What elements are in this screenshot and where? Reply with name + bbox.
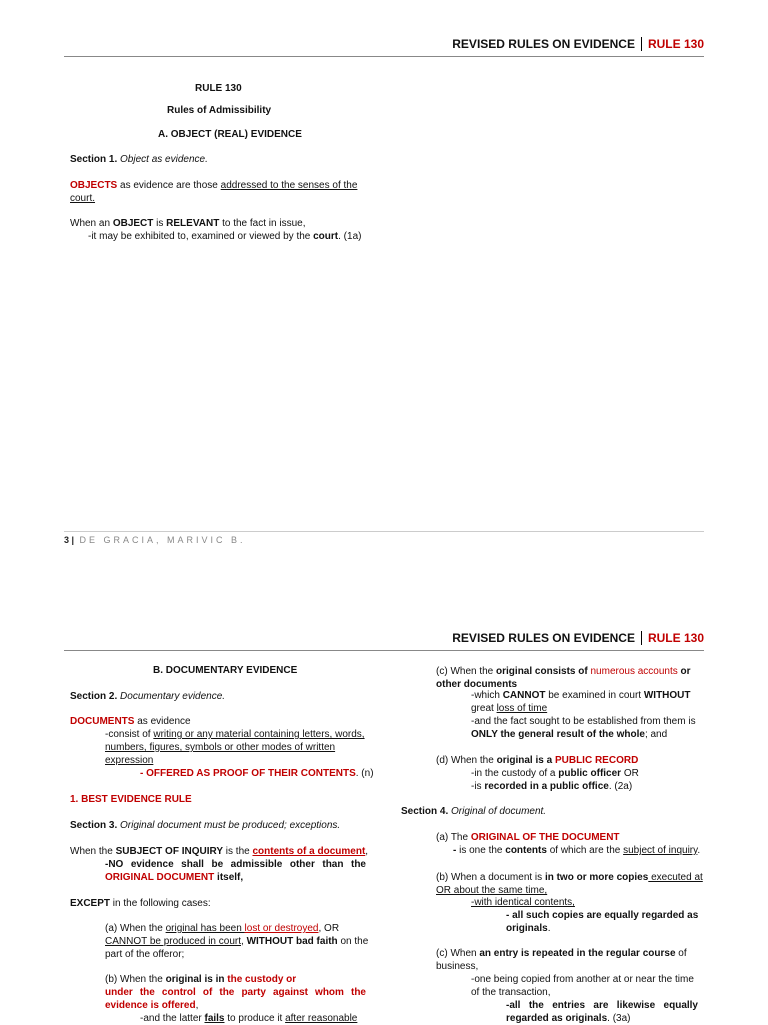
- text: OR: [621, 768, 639, 779]
- keyword: ORIGINAL OF THE DOCUMENT: [470, 832, 620, 843]
- header-rule: RULE 130: [647, 37, 704, 51]
- text: -is: [471, 781, 485, 792]
- keyword: fails: [204, 1013, 225, 1024]
- keyword: regarded as originals: [506, 1013, 608, 1024]
- keyword: court: [313, 231, 339, 242]
- subject-inquiry-line: [70, 845, 368, 858]
- keyword: contents: [505, 845, 547, 856]
- original-c-line-1: [436, 947, 698, 960]
- header-title: REVISED RULES ON EVIDENCE: [452, 37, 642, 51]
- text: When an: [70, 218, 113, 229]
- section-title: Original document must be produced; exceptions.: [120, 820, 341, 831]
- exhibit-line: [88, 230, 361, 243]
- keyword: public officer: [558, 768, 622, 779]
- keyword: original consists of: [496, 666, 591, 677]
- keyword: ONLY the general result of the whole: [471, 729, 645, 740]
- author-name: DE GRACIA, MARIVIC B.: [74, 535, 246, 545]
- keyword: recorded in a public office: [484, 781, 609, 792]
- original-b-line-3: -with identical contents,: [471, 897, 575, 908]
- keyword: WITHOUT: [643, 690, 691, 701]
- header-divider: [64, 56, 704, 57]
- page-header: [452, 627, 704, 649]
- text: (a) When the: [105, 923, 166, 934]
- keyword: EXCEPT: [70, 898, 111, 909]
- keyword: - OFFERED AS PROOF OF THEIR CONTENTS: [140, 768, 356, 779]
- underlined-text: addressed to the senses of the: [220, 180, 358, 191]
- original-c-line-3: -one being copied from another at or near the time: [471, 974, 694, 985]
- page-4: [0, 575, 768, 1024]
- text: . (n): [355, 768, 374, 779]
- text: on the: [337, 936, 369, 947]
- text: When the: [70, 846, 116, 857]
- page-number: 3 |: [64, 535, 75, 545]
- text: (d) When the: [436, 755, 497, 766]
- exception-b-line-1: [105, 973, 296, 986]
- text: , OR: [318, 923, 340, 934]
- original-document-line: [105, 871, 243, 884]
- exception-b-line-4: [140, 1012, 357, 1025]
- keyword: DOCUMENTS: [70, 716, 135, 727]
- original-c-line-6: [506, 1012, 631, 1025]
- exception-a-line-3: part of the offeror;: [105, 949, 185, 960]
- underlined-text: CANNOT be produced in court: [105, 936, 241, 947]
- keyword: RELEVANT: [166, 218, 220, 229]
- exception-d-line-2: [471, 767, 639, 780]
- keyword: numerous accounts: [590, 666, 678, 677]
- text: of: [675, 948, 687, 959]
- exception-a-line-2: [105, 935, 368, 948]
- text: as evidence are those: [117, 180, 221, 191]
- documents-line: [70, 715, 191, 728]
- section-label: Section 2.: [70, 691, 118, 702]
- objects-definition: [70, 179, 366, 192]
- header-title: REVISED RULES ON EVIDENCE: [452, 631, 642, 645]
- keyword: CANNOT: [502, 690, 546, 701]
- original-b-line-2: OR about the same time,: [436, 885, 548, 896]
- page-footer: [64, 535, 246, 545]
- underlined-text: loss of time: [496, 703, 548, 714]
- section-title: Original of document.: [451, 806, 547, 817]
- exception-c-line-3: [471, 689, 698, 702]
- section-title: Documentary evidence.: [120, 691, 226, 702]
- original-b-line-5: [506, 922, 550, 935]
- relevance-line: [70, 217, 305, 230]
- header-rule: RULE 130: [647, 631, 704, 645]
- text: great: [471, 703, 497, 714]
- underlined-text: original has been: [165, 923, 245, 934]
- original-c-line-5: -all the entries are likewise equally: [506, 1000, 698, 1011]
- section-1-heading: [70, 153, 208, 166]
- text: -: [453, 845, 460, 856]
- original-c-line-4: of the transaction,: [471, 987, 551, 998]
- consist-line-2: numbers, figures, symbols or other modes of written: [105, 742, 336, 753]
- except-line: [70, 897, 211, 910]
- footer-divider: [64, 531, 704, 532]
- consist-line: [105, 728, 366, 741]
- rule-heading: RULE 130: [195, 83, 242, 94]
- section-b-heading: B. DOCUMENTARY EVIDENCE: [153, 665, 298, 676]
- consist-line-3: expression: [105, 755, 154, 766]
- text: -in the custody of a: [471, 768, 559, 779]
- section-label: Section 3.: [70, 820, 118, 831]
- section-3-heading: [70, 819, 340, 832]
- rules-subtitle: Rules of Admissibility: [167, 105, 272, 116]
- section-label: Section 1.: [70, 154, 118, 165]
- keyword: an entry is repeated in the regular course: [479, 948, 676, 959]
- text: as evidence: [134, 716, 191, 727]
- original-b-line-4: - all such copies are equally regarded as: [506, 910, 699, 921]
- text: .: [547, 923, 551, 934]
- text: itself,: [214, 872, 244, 883]
- page-header: [452, 33, 704, 55]
- exception-d-line-3: [471, 780, 632, 793]
- underlined-text: subject of inquiry: [623, 845, 698, 856]
- text: to produce it: [224, 1013, 286, 1024]
- keyword: SUBJECT OF INQUIRY: [115, 846, 224, 857]
- text: ,: [241, 936, 247, 947]
- keyword: lost or destroyed: [244, 923, 319, 934]
- keyword: contents of a document: [252, 846, 366, 857]
- header-divider: [64, 650, 704, 651]
- text: . (2a): [608, 781, 633, 792]
- keyword: PUBLIC RECORD: [554, 755, 639, 766]
- text: -which: [471, 690, 503, 701]
- text: ; and: [644, 729, 668, 740]
- exception-b-line-3: [105, 999, 198, 1012]
- text: ,: [365, 846, 369, 857]
- text: . (1a): [338, 231, 362, 242]
- text: -it may be exhibited to, examined or viewed by the: [88, 231, 314, 242]
- text: . (3a): [607, 1013, 631, 1024]
- original-c-line-2: business,: [436, 961, 479, 972]
- keyword: original is in: [165, 974, 228, 985]
- underlined-text: after reasonable: [285, 1013, 358, 1024]
- keyword: in two or more copies: [544, 872, 649, 883]
- text: is one the: [459, 845, 506, 856]
- text: (c) When: [436, 948, 480, 959]
- section-title: Object as evidence.: [120, 154, 208, 165]
- section-label: Section 4.: [401, 806, 449, 817]
- keyword: WITHOUT bad faith: [246, 936, 338, 947]
- text: ,: [195, 1000, 199, 1011]
- exception-a-line-1: [105, 922, 366, 935]
- text: (c) When the: [436, 666, 497, 677]
- keyword: OBJECT: [112, 218, 154, 229]
- text: (a) The: [436, 832, 471, 843]
- text: or: [677, 666, 691, 677]
- underlined-text: executed at: [648, 872, 703, 883]
- original-b-line-1: [436, 871, 703, 884]
- underlined-text: writing or any material containing letters, words,: [153, 729, 365, 740]
- text: (b) When the: [105, 974, 166, 985]
- original-a-line-2: [453, 844, 700, 857]
- exception-d-line-1: [436, 754, 638, 767]
- text: of which are the: [546, 845, 624, 856]
- exception-c-line-6: [471, 728, 667, 741]
- text: (b) When a document is: [436, 872, 545, 883]
- original-a-line-1: [436, 831, 620, 844]
- exception-c-line-4: [471, 702, 547, 715]
- keyword: OBJECTS: [70, 180, 118, 191]
- text: is: [153, 218, 167, 229]
- text: .: [697, 845, 701, 856]
- exception-c-line-1: [436, 665, 691, 678]
- text: to the fact in issue,: [219, 218, 306, 229]
- text: is the: [223, 846, 253, 857]
- keyword: the custody or: [227, 974, 297, 985]
- exception-c-line-5: -and the fact sought to be established from them is: [471, 716, 696, 727]
- offered-line: [140, 767, 374, 780]
- keyword: ORIGINAL DOCUMENT: [105, 872, 215, 883]
- section-4-heading: [401, 805, 546, 818]
- text: -consist of: [105, 729, 154, 740]
- no-evidence-line: -NO evidence shall be admissible other than the: [105, 859, 366, 870]
- best-evidence-rule-heading: 1. BEST EVIDENCE RULE: [70, 794, 192, 805]
- keyword: originals: [506, 923, 548, 934]
- text: -and the latter: [140, 1013, 205, 1024]
- section-2-heading: [70, 690, 225, 703]
- text: in the following cases:: [110, 898, 211, 909]
- exception-c-line-2: other documents: [436, 679, 518, 690]
- section-a-heading: A. OBJECT (REAL) EVIDENCE: [158, 129, 302, 140]
- exception-b-line-2: under the control of the party against whom the: [105, 987, 366, 998]
- objects-definition-cont: court.: [70, 193, 96, 204]
- keyword: evidence is offered: [105, 1000, 196, 1011]
- keyword: original is a: [496, 755, 555, 766]
- text: be examined in court: [545, 690, 644, 701]
